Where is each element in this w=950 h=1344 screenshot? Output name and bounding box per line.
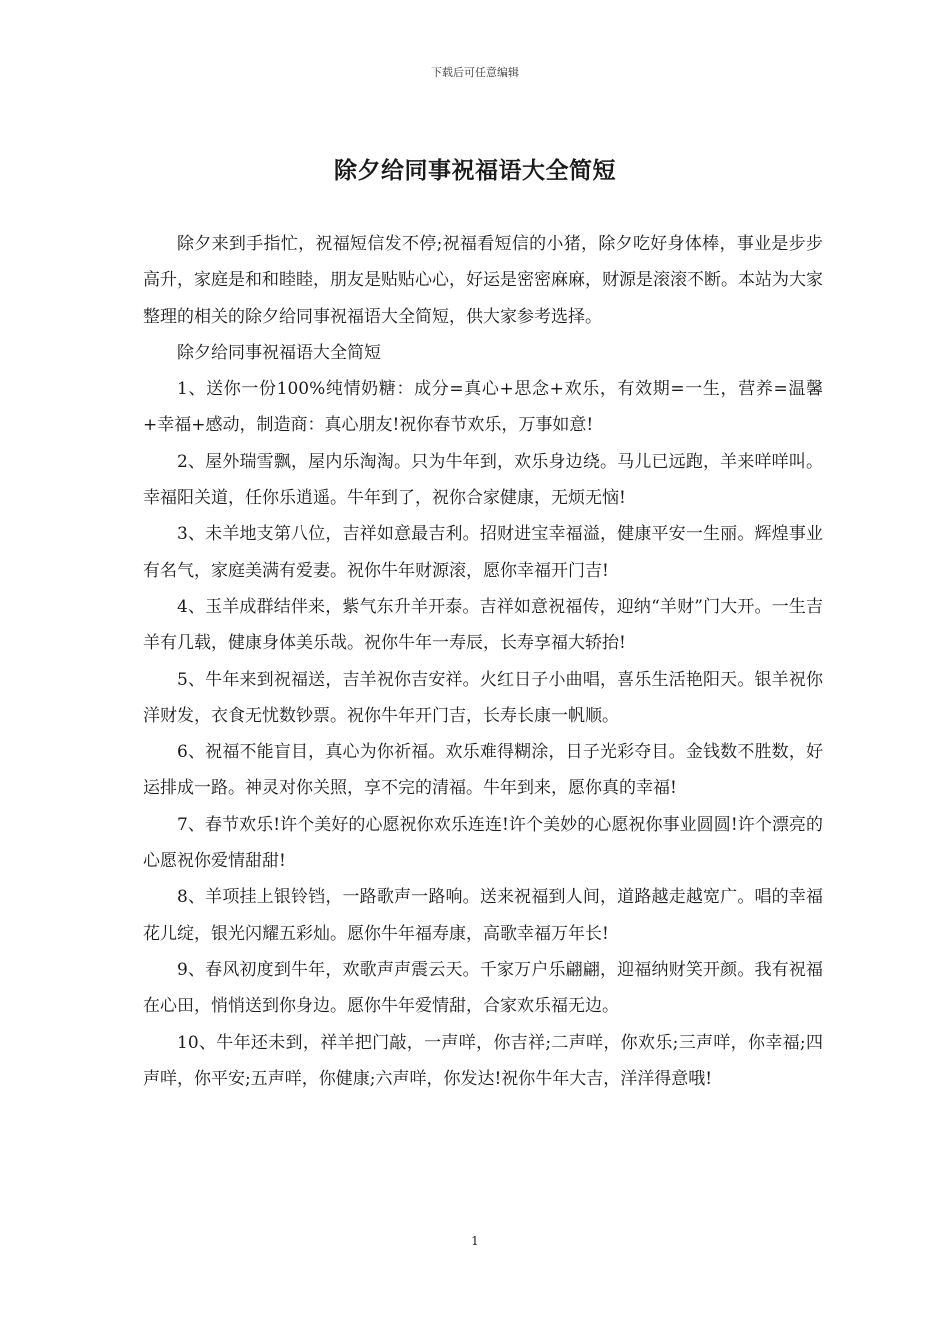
list-item: 7、春节欢乐!许个美好的心愿祝你欢乐连连!许个美妙的心愿祝你事业圆圆!许个漂亮的心愿祝你爱情甜甜!	[143, 814, 823, 872]
section-subtitle: 除夕给同事祝福语大全简短	[177, 342, 381, 363]
page-title: 除夕给同事祝福语大全简短	[334, 157, 616, 184]
list-item: 3、未羊地支第八位，吉祥如意最吉利。招财进宝幸福溢，健康平安一生丽。辉煌事业有名气，家庭美满有爱妻。祝你牛年财源滚，愿你幸福开门吉!	[143, 524, 823, 581]
list-item: 10、牛年还未到，祥羊把门敲，一声咩，你吉祥;二声咩，你欢乐;三声咩，你幸福;四声咩，你平安;五声咩，你健康;六声咩，你发达!祝你牛年大吉，洋洋得意哦!	[143, 1032, 823, 1089]
list-item: 4、玉羊成群结伴来，紫气东升羊开泰。吉祥如意祝福传，迎纳“羊财”门大开。一生吉羊有几载，健康身体美乐哉。祝你牛年一寿辰，长寿享福大轿抬!	[143, 596, 823, 654]
intro-paragraph: 除夕来到手指忙，祝福短信发不停;祝福看短信的小猪，除夕吃好身体棒，事业是步步高升，家庭是和和睦睦，朋友是贴贴心心，好运是密密麻麻，财源是滚滚不断。本站为大家整理的相关的除夕给同事祝福语大全简短，供大家参考选择。	[143, 234, 823, 327]
list-item: 5、牛年来到祝福送，吉羊祝你吉安祥。火红日子小曲唱，喜乐生活艳阳天。银羊祝你洋财发，衣食无忧数钞票。祝你牛年开门吉，长寿长康一帆顺。	[143, 669, 823, 726]
document-body	[143, 226, 823, 1097]
header-note: 下载后可任意编辑	[431, 66, 519, 79]
page-number: 1	[471, 1234, 479, 1248]
list-item: 2、屋外瑞雪飘，屋内乐淘淘。只为牛年到，欢乐身边绕。马儿已远跑，羊来咩咩叫。幸福阳关道，任你乐逍遥。牛年到了，祝你合家健康，无烦无恼!	[143, 451, 823, 509]
list-item: 9、春风初度到牛年，欢歌声声震云天。千家万户乐翩翩，迎福纳财笑开颜。我有祝福在心田，悄悄送到你身边。愿你牛年爱情甜，合家欢乐福无边。	[143, 959, 823, 1017]
list-item: 6、祝福不能盲目，真心为你祈福。欢乐难得糊涂，日子光彩夺目。金钱数不胜数，好运排成一路。神灵对你关照，享不完的清福。牛年到来，愿你真的幸福!	[143, 742, 823, 799]
list-item: 1、送你一份100%纯情奶糖：成分=真心+思念+欢乐，有效期=一生，营养=温馨+幸福+感动，制造商：真心朋友!祝你春节欢乐，万事如意!	[143, 379, 823, 436]
list-item: 8、羊项挂上银铃铛，一路歌声一路响。送来祝福到人间，道路越走越宽广。唱的幸福花儿绽，银光闪耀五彩灿。愿你牛年福寿康，高歌幸福万年长!	[143, 887, 823, 944]
